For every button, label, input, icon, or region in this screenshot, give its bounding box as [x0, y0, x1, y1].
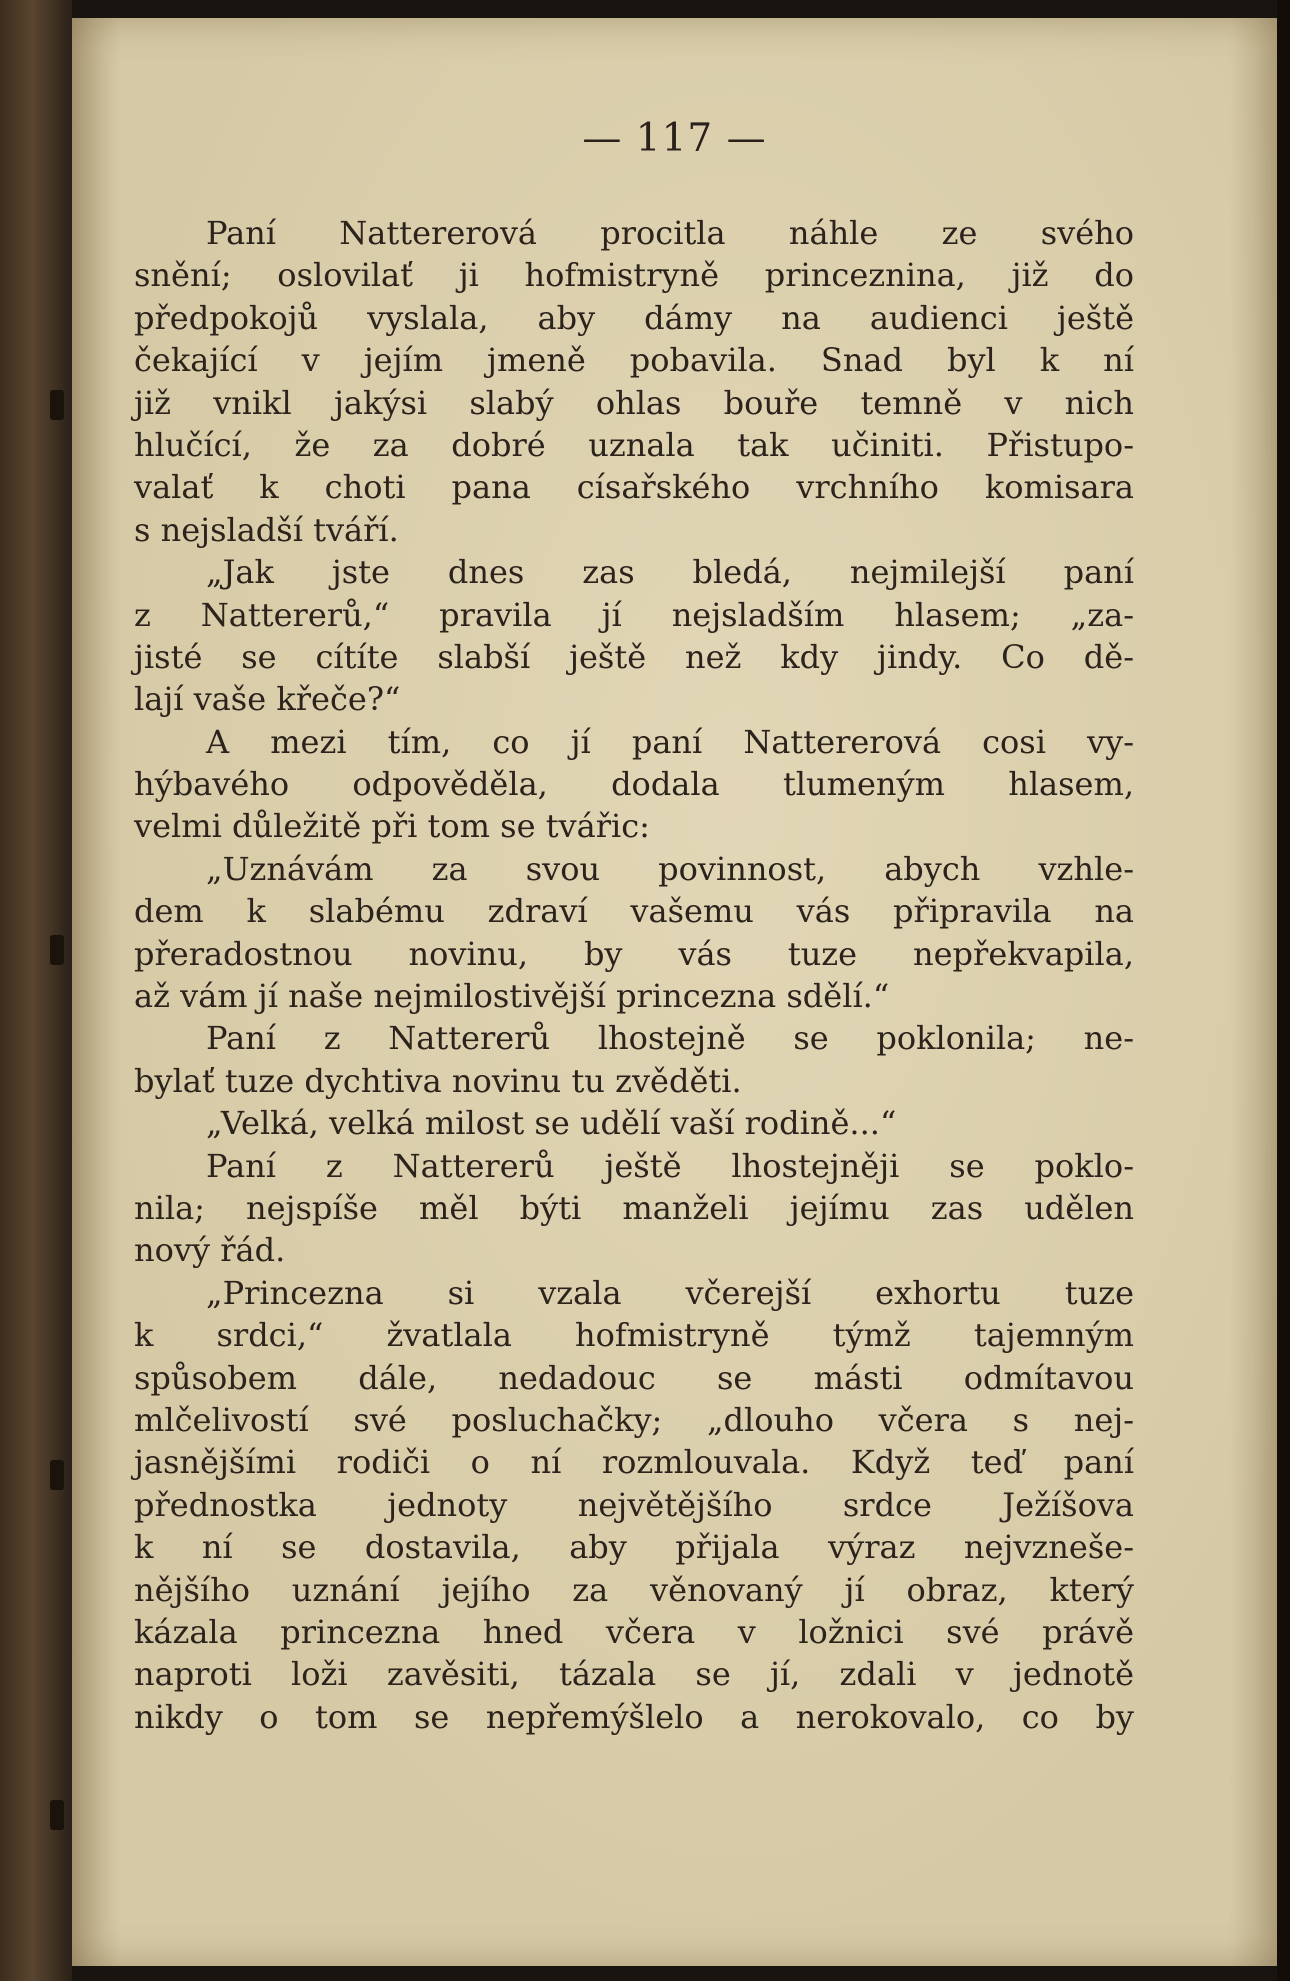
text-line: přeradostnou novinu, by vás tuze nepřekvapila, [134, 934, 1134, 973]
text-line: velmi důležitě při tom se tvářic: [134, 807, 650, 846]
text-line: hlučící, že za dobré uznala tak učiniti. Přistupo- [134, 425, 1134, 464]
text-line: Paní Nattererová procitla náhle ze svého [206, 214, 1134, 252]
binding-mark [50, 1460, 64, 1490]
text-line: k srdci,“ žvatlala hofmistryně týmž tajemným [134, 1316, 1134, 1355]
text-line: již vnikl jakýsi slabý ohlas bouře temně v nich [134, 383, 1134, 422]
text-line: s nejsladší tváří. [134, 510, 399, 549]
text-line: A mezi tím, co jí paní Nattererová cosi vy- [206, 722, 1134, 761]
scan-border [1277, 0, 1290, 1981]
binding-mark [50, 390, 64, 420]
text-line: nikdy o tom se nepřemýšlelo a nerokovalo, co by [134, 1697, 1134, 1736]
binding-mark [50, 935, 64, 965]
text-line: čekající v jejím jmeně pobavila. Snad byl k ní [134, 341, 1134, 380]
text-line: lají vaše křeče?“ [134, 680, 401, 719]
text-line: až vám jí naše nejmilostivější princezna sdělí.“ [134, 977, 890, 1016]
text-line: bylať tuze dychtiva novinu tu zvěděti. [134, 1061, 742, 1100]
text-line: Paní z Nattererů lhostejně se poklonila; ne- [206, 1019, 1134, 1058]
text-line: snění; oslovilať ji hofmistryně princeznina, již do [134, 256, 1134, 295]
body-text [134, 212, 1134, 1738]
text-line: „Jak jste dnes zas bledá, nejmilejší paní [206, 553, 1134, 592]
text-line: kázala princezna hned včera v ložnici své právě [134, 1612, 1134, 1651]
text-line: „Uznávám za svou povinnost, abych vzhle- [206, 849, 1134, 888]
text-line: naproti loži zavěsiti, tázala se jí, zdali v jednotě [134, 1655, 1134, 1694]
binding-mark [50, 1800, 64, 1830]
text-line: nějšího uznání jejího za věnovaný jí obraz, který [134, 1570, 1134, 1609]
text-line: Paní z Nattererů ještě lhostejněji se poklo- [206, 1146, 1134, 1185]
printed-page [72, 18, 1277, 1966]
page-number: — 117 — [582, 116, 767, 161]
text-line: nila; nejspíše měl býti manželi jejímu zas udělen [134, 1188, 1134, 1227]
text-line: „Velká, velká milost se udělí vaší rodině...“ [206, 1104, 897, 1143]
text-line: mlčelivostí své posluchačky; „dlouho včera s nej- [134, 1400, 1134, 1439]
text-line: jisté se cítíte slabší ještě než kdy jindy. Co dě- [134, 637, 1134, 676]
text-line: přednostka jednoty největějšího srdce Ježíšova [134, 1485, 1134, 1524]
text-line: předpokojů vyslala, aby dámy na audienci ještě [134, 298, 1134, 337]
text-line: hýbavého odpověděla, dodala tlumeným hlasem, [134, 765, 1134, 804]
text-line: „Princezna si vzala včerejší exhortu tuze [206, 1273, 1134, 1312]
text-line: nový řád. [134, 1231, 286, 1270]
text-line: k ní se dostavila, aby přijala výraz nejvzneše- [134, 1528, 1134, 1567]
text-line: jasnějšími rodiči o ní rozmlouvala. Když teď paní [134, 1443, 1134, 1482]
text-line: dem k slabému zdraví vašemu vás připravila na [134, 892, 1134, 931]
text-line: valať k choti pana císařského vrchního komisara [134, 468, 1134, 507]
book-spine-edge [0, 0, 72, 1981]
text-line: z Nattererů,“ pravila jí nejsladším hlasem; „za- [134, 595, 1134, 634]
text-line: spůsobem dále, nedadouc se másti odmítavou [134, 1358, 1134, 1397]
